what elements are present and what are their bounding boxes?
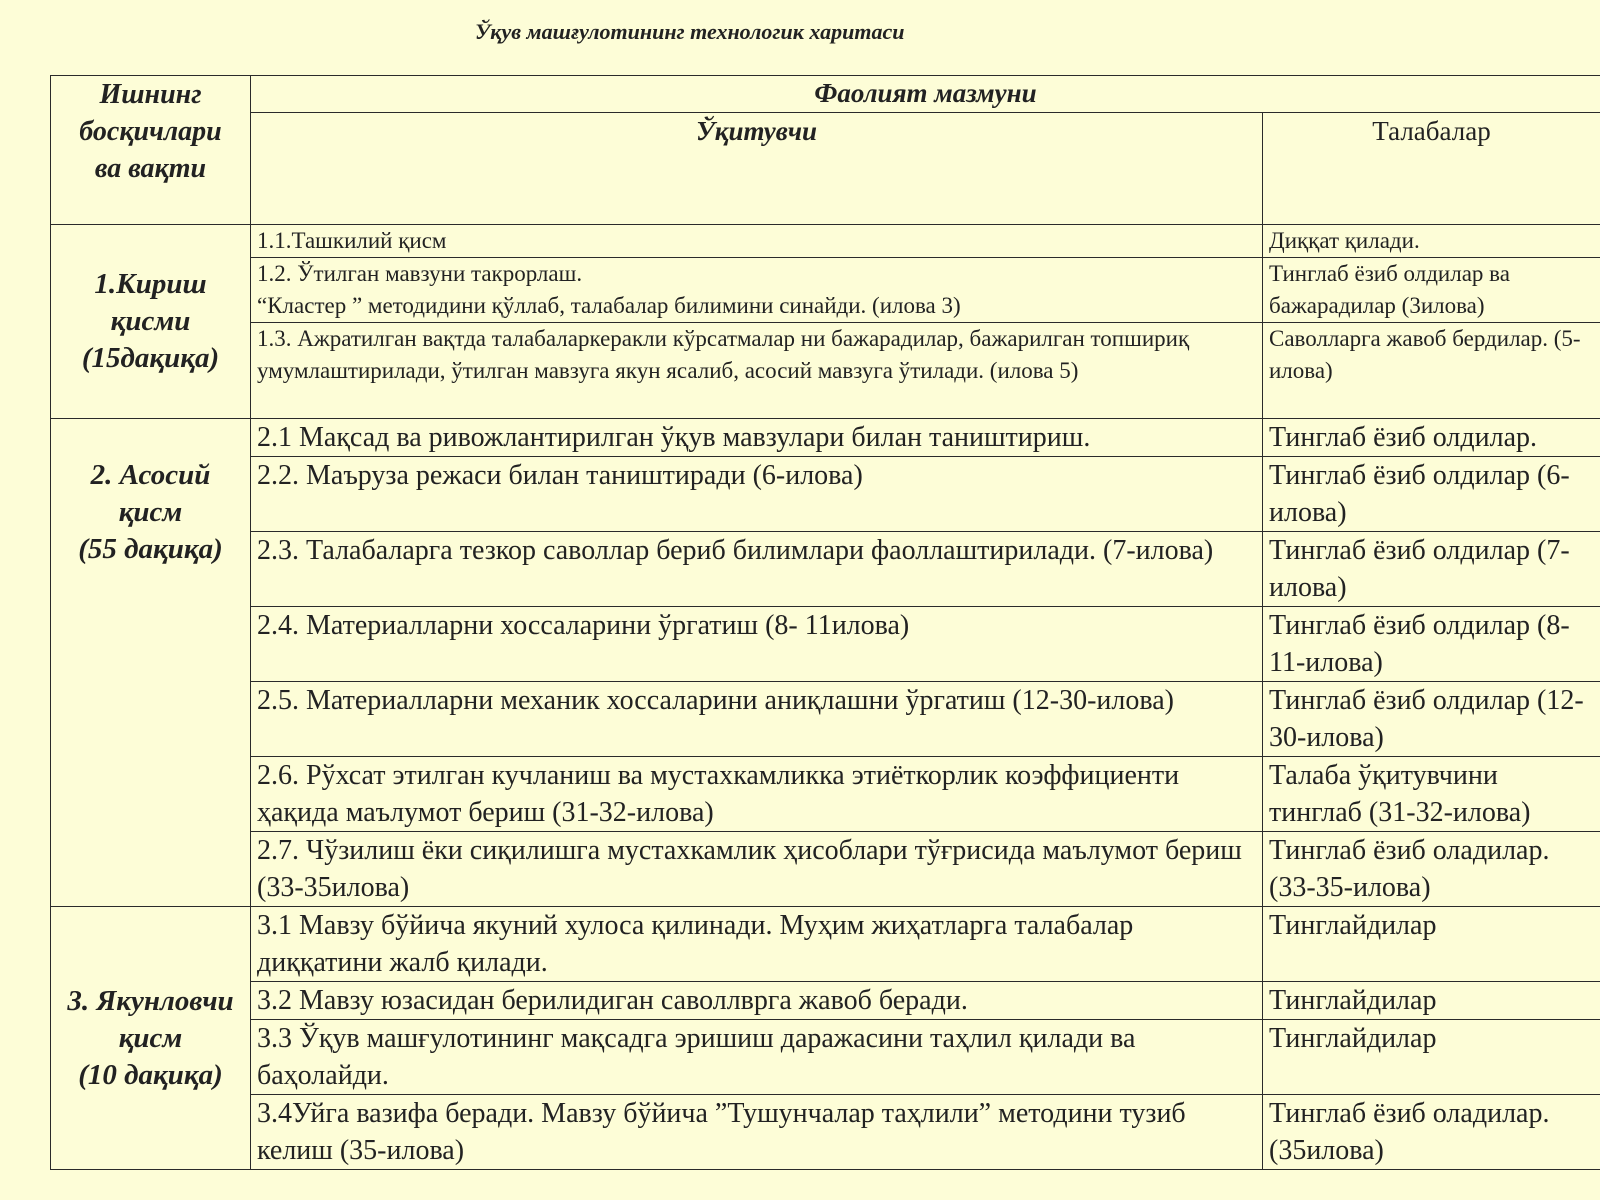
teacher-activity-cell: 2.7. Чўзилиш ёки сиқилишга мустахкамлик ҳисоблари тўғрисида маълумот бериш (33-35илова) [251,832,1263,907]
students-activity-cell: Тинглаб ёзиб оладилар. (35илова) [1263,1095,1600,1170]
students-activity-cell: Тинглайдилар [1263,982,1600,1020]
table-row [51,323,1600,419]
students-activity-cell: Тинглайдилар [1263,907,1600,982]
teacher-activity-cell: 1.3. Ажратилган вақтда талабаларкеракли кўрсатмалар ни бажарадилар, бажарилган топшириқ умумлаштирилади, ўтилган мавзуга якун ясалиб, асосий мавзуга ўтилади. (илова 5) [251,323,1263,419]
teacher-activity-cell: 3.1 Мавзу бўйича якуний хулоса қилинади. Муҳим жиҳатларга талабалар диққатини жалб қилади. [251,907,1263,982]
table-row [51,258,1600,323]
table-row [51,757,1600,832]
students-activity-cell: Тинглаб ёзиб олдилар ва бажарадилар (3илова) [1263,258,1600,323]
teacher-activity-cell: 1.2. Ўтилган мавзуни такрорлаш. “Кластер ” методидини қўллаб, талабалар билимини синайди. (илова 3) [251,258,1263,323]
students-activity-cell: Тинглаб ёзиб олдилар (7-илова) [1263,532,1600,607]
teacher-activity-cell: 2.6. Рўхсат этилган кучланиш ва мустахкамликка этиёткорлик коэффициенти ҳақида маълумот бериш (31-32-илова) [251,757,1263,832]
stage-cell-intro [51,225,251,419]
teacher-activity-cell: 2.3. Талабаларга тезкор саволлар бериб билимлари фаоллаштирилади. (7-илова) [251,532,1263,607]
students-activity-cell: Тинглаб ёзиб олдилар. [1263,419,1600,457]
students-activity-cell: Тинглаб ёзиб олдилар (8-11-илова) [1263,607,1600,682]
teacher-activity-cell: 2.5. Материалларни механик хоссаларини аниқлашни ўргатиш (12-30-илова) [251,682,1263,757]
stage-name-line: 3. Якунловчи [67,984,234,1017]
table-row [51,532,1600,607]
table-row [51,457,1600,532]
header-stage-cell [51,76,251,225]
teacher-activity-cell: 3.3 Ўқув машғулотининг мақсадга эришиш даражасини таҳлил қилади ва баҳолайди. [251,1020,1263,1095]
table-row [51,225,1600,258]
stage-cell-main [51,419,251,907]
table-row [51,682,1600,757]
header-content-cell: Фаолият мазмуни [251,76,1600,113]
table-row [51,607,1600,682]
table-row [51,1095,1600,1170]
students-activity-cell: Тинглаб ёзиб олдилар (6-илова) [1263,457,1600,532]
stage-time: (15дақиқа) [81,342,220,374]
header-stage-line-3: ва вақти [94,153,207,184]
stage-name-line: қисми [110,305,191,337]
students-activity-cell: Саволларга жавоб бердилар. (5-илова) [1263,323,1600,419]
stage-name-line: қисм [118,1021,183,1054]
table-row [51,1020,1600,1095]
teacher-activity-cell: 2.4. Материалларни хоссаларини ўргатиш (8- 11илова) [251,607,1263,682]
header-stage-line-2: босқичлари [79,116,222,147]
students-activity-cell: Тинглайдилар [1263,1020,1600,1095]
stage-cell-final [51,907,251,1170]
stage-name-line: қисм [118,496,183,528]
header-row-top [51,76,1600,113]
students-activity-cell: Тинглаб ёзиб оладилар.(33-35-илова) [1263,832,1600,907]
table-row [51,907,1600,982]
technology-map-table [50,75,1600,1170]
students-activity-cell: Тинглаб ёзиб олдилар (12-30-илова) [1263,682,1600,757]
stage-time: (10 дақиқа) [78,1058,223,1091]
students-activity-cell: Диққат қилади. [1263,225,1600,258]
teacher-activity-cell: 2.2. Маъруза режаси билан таништиради (6-илова) [251,457,1263,532]
stage-time: (55 дақиқа) [78,533,223,565]
students-activity-cell: Талаба ўқитувчини тинглаб (31-32-илова) [1263,757,1600,832]
teacher-activity-cell: 1.1.Ташкилий қисм [251,225,1263,258]
header-students-cell: Талабалар [1263,113,1600,225]
header-row-bottom [51,113,1600,225]
stage-name-line: 2. Асосий [90,459,211,491]
table-row [51,832,1600,907]
header-stage-line-1: Ишнинг [99,79,202,110]
document-title: Ўқув машғулотининг технологик харитаси [475,19,905,44]
header-teacher-cell: Ўқитувчи [251,113,1263,225]
table-row [51,419,1600,457]
table-row [51,982,1600,1020]
teacher-activity-cell: 3.2 Мавзу юзасидан берилидиган саволлврга жавоб беради. [251,982,1263,1020]
teacher-activity-cell: 2.1 Мақсад ва ривожлантирилган ўқув мавзулари билан таништириш. [251,419,1263,457]
teacher-activity-cell: 3.4Уйга вазифа беради. Мавзу бўйича ”Тушунчалар таҳлили” методини тузиб келиш (35-илова) [251,1095,1263,1170]
stage-name-line: 1.Кириш [94,268,207,300]
